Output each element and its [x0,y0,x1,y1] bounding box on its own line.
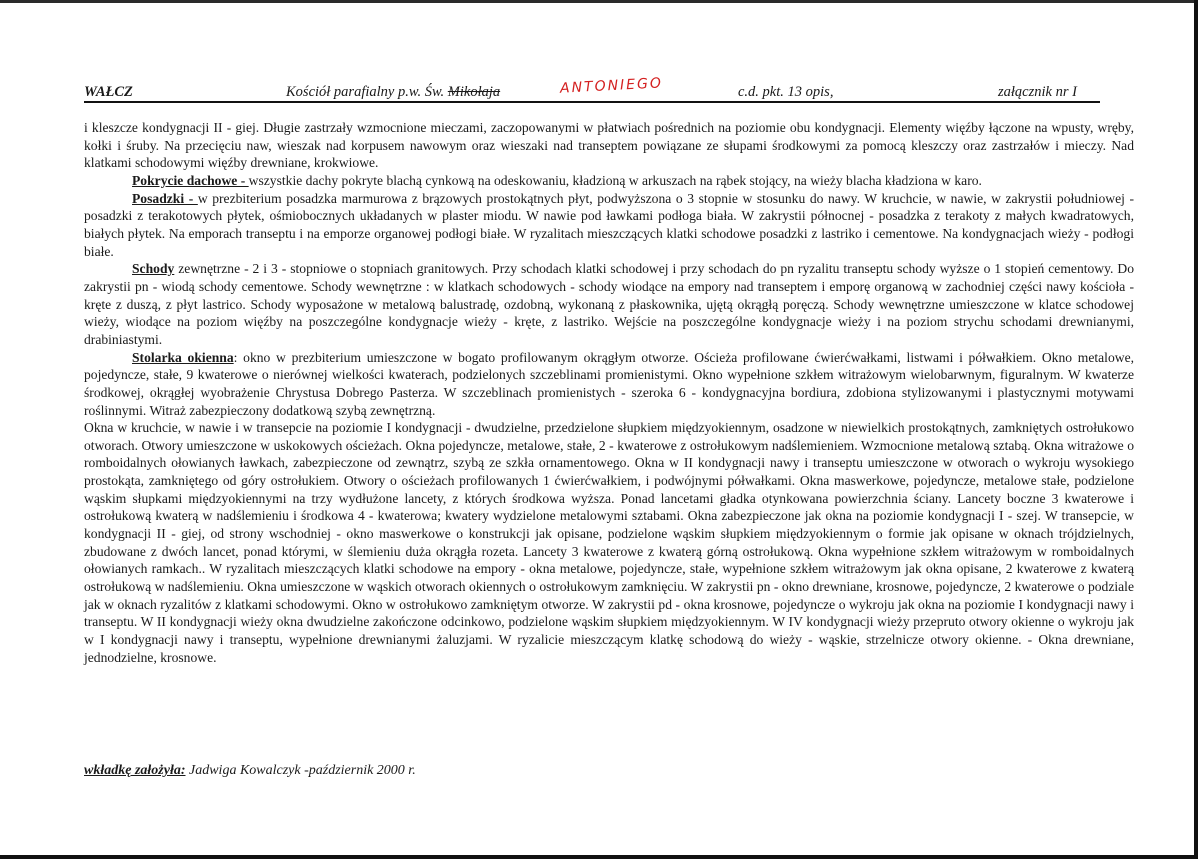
document-body [84,119,1134,666]
section-heading: Schody [132,261,175,277]
header-struck-name: Mikołaja [447,84,501,100]
scan-edge-bottom [0,855,1198,859]
section-heading: Stolarka okienna [132,349,234,365]
header-church [286,84,500,100]
footer-text: Jadwiga Kowalczyk -październik 2000 r. [185,763,416,778]
header-attachment: załącznik nr I [998,84,1077,100]
paragraph-text: zewnętrzne - 2 i 3 - stopniowe o stopniach granitowych. Przy schodach klatki schodowej i przy schodach do pn ryzalitu transeptu schody wyższe o 1 stopień cementowy. Do zakrystii pn - wiodą schody cementowe. Schody wewnętrzne : w klatkach schodowych - schody wiodące na empory nad transeptem i emporę organową w zachodniej części nawy kościoła - kręte z duszą, z płyt lastrico. Schody wyposażone w metalową balustradę, ozdobną, wykonaną z płaskownika, ujętą okrągłą poręczą. Schody wewnętrzne umieszczone w klatce schodowej wieży, wiodące na poziom więźby na poszczególne kondygnacje wieży - kręte, z lastriko. Wejście na poszczególne kondygnacje wieży i na poziom strychu schodami drewnianymi, drabiniastymi. [84,261,1134,347]
footer-author [84,763,416,779]
paragraph-text: : okno w prezbiterium umieszczone w bogato profilowanym okrągłym otworze. Ościeża profilowane ćwierćwałkami, listwami i półwałkiem. Okno metalowe, pojedyncze, stałe, 9 kwaterowe o nierównej wielkości kwaterach, podzielonych szczeblinami promienistymi. Okno wypełnione szkłem witrażowym wielobarwnym, figuralnym. W kwaterze środkowej, okrągłej wyobrażenie Chrystusa Dobrego Pasterza. W szczeblinach promienistych - szeroka 6 - kondygnacyjna bordiura, zdobiona stylizowanymi i plastycznymi motywami roślinnymi. Witraż zabezpieczony dodatkową szybą zewnętrzną. [84,349,1134,418]
paragraph-roof-covering [84,172,1134,190]
paragraph-text: i kleszcze kondygnacji II - giej. Długie zastrzały wzmocnione mieczami, zaczopowanymi w płatwiach pośrednich na poziomie obu kondygnacji. Elementy więźby łączone na wpusty, wręby, kołki i śruby. Na przecięciu naw, wieszak nad korpusem nawowym oraz wieszaki nad transeptem powiązane ze słupami środkowymi za pomocą kleszczy oraz zastrzałów i mieczy. Nad klatkami schodowymi więźby drewniane, krokwiowe. [84,120,1134,171]
paragraph-text: Okna w kruchcie, w nawie i w transepcie na poziomie I kondygnacji - dwudzielne, przedzielone słupkiem międzyokiennym, osadzone w niewielkich prostokątnych, zamkniętych ostrołukowo otworach. Otwory umieszczone w uskokowych ościeżach. Okna pojedyncze, metalowe, stałe, 2 - kwaterowe z ostrołukowym nadślemieniem. Wzmocnione metalową sztabą. Okna witrażowe o romboidalnych ołowianych ławkach, zabezpieczone od zewnątrz, szybą ze szkła ornamentowego. Okna w II kondygnacji nawy i transeptu umieszczone w otworach o wykroju wysokiego prostokąta, zamkniętego od góry ostrołukiem. Otwory o ościeżach profilowanych 1 ćwierćwałkiem, i podwójnymi półwałkami. Okna maswerkowe, pojedyncze, metalowe stałe, podzielone wąskim słupkami międzyokiennymi na trzy wydłużone lancety, z których środkowa wyższa. Ponad lancetami gładka otynkowana powierzchnia ściany. Lancety boczne 3 kwaterowe i ostrołukową kwaterą w nadślemieniu i środkowa 4 - kwaterowa; kwatery wydzielone metalowymi sztabami. Okna zabezpieczone jak okna na poziomie kondygnacji I - szej. W transepcie, w kondygnacji II - giej, od strony wschodniej - okno maswerkowe o konstrukcji jak opisane, podzielone wąskim słupkiem międzyokiennym o formie jak opisane w oknach trójdzielnych, zbudowane z dwóch lancet, ponad którymi, w ślemieniu duża okrągła rozeta. Lancety 3 kwaterowe z kwaterą górną ostrołukową. Okna wypełnione szkłem witrażowym w romboidalnych ołowianych ramkach.. W ryzalitach mieszczących klatki schodowe na empory - okna metalowe, pojedyncze, stałe, wypełnione szkłem witrażowym jak okna opisane, 2 kwaterowe z kwaterą ostrołukową w nadślemieniu. Okna umieszczone w wąskich otworach okiennych o ostrołukowym zamknięciu. W zakrystii pn - okno drewniane, krosnowe, pojedyncze, 2 kwaterowe o podziale jak w oknach ryzalitów z klatkami schodowymi. Okno w ostrołukowo zamkniętym otworze. W zakrystii pd - okna krosnowe, pojedyncze o wykroju jak okna na poziomie I kondygnacji nawy i transeptu. W II kondygnacji wieży okna dwudzielne zakończone odcinkowo, podzielone wąskim słupkiem międzyokiennym. W IV kondygnacji wieży przepruto otwory okienne o wykroju jak w I kondygnacji nawy i transeptu, wypełnione drewnianymi żaluzjami. W ryzalicie mieszczącym klatkę schodową do wieży - wąskie, strzelnicze otwory okienne. - Okna drewniane, jednodzielne, krosnowe. [84,420,1134,665]
section-heading: Pokrycie dachowe - [132,172,249,188]
paragraph-stairs [84,260,1134,348]
header-place: WAŁCZ [84,84,133,100]
paragraph-floors [84,190,1134,261]
paragraph-windows [84,349,1134,420]
section-heading: Posadzki - [132,190,198,206]
scan-edge-right [1194,0,1198,859]
header-continuation: c.d. pkt. 13 opis, [738,84,834,100]
paragraph-roof-structure [84,119,1134,172]
scan-edge-top [0,0,1198,3]
footer-label: wkładkę założyła: [84,763,186,778]
header-rule [84,101,1100,103]
paragraph-windows-detail [84,419,1134,666]
header-church-prefix: Kościół parafialny p.w. Św. [286,84,445,100]
paragraph-text: wszystkie dachy pokryte blachą cynkową na odeskowaniu, kładzioną w arkuszach na rąbek stojący, na wieży blacha kładziona w karo. [248,172,982,188]
paragraph-text: w prezbiterium posadzka marmurowa z brązowych prostokątnych płyt, podwyższona o 3 stopnie w stosunku do nawy. W kruchcie, w nawie, w zakrystii południowej - posadzki z terakotowych płytek, ośmiobocznych układanych w plaster miodu. W nawie pod ławkami podłoga biała. W zakrystii północnej - posadzka z terakoty z małych kwadratowych, białych płytek. Na emporach transeptu i na emporze organowej podłogi białe. W ryzalitach mieszczących klatki schodowe posadzki z lastriko i cementowe. Na kondygnacjach wieży - podłogi białe. [84,190,1134,259]
handwritten-correction: ANTONIEGO [559,75,664,97]
